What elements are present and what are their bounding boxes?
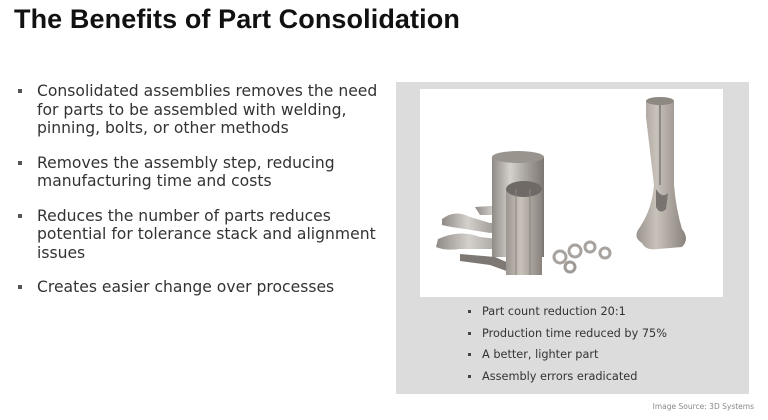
highlight-item: Assembly errors eradicated [466,366,667,388]
highlight-item: Production time reduced by 75% [466,323,667,345]
metal-parts-image [420,89,723,297]
bullet-icon [18,285,22,289]
slide-title: The Benefits of Part Consolidation [14,4,460,34]
benefit-item: Creates easier change over processes [18,278,388,297]
benefit-item: Consolidated assemblies removes the need for parts to be assembled with welding, pinning, bolts, or other methods [18,82,388,138]
bullet-icon [468,332,471,335]
bullet-icon [18,89,22,93]
bullet-icon [18,161,22,165]
image-source-caption: Image Source: 3D Systems [652,402,754,411]
bullet-icon [468,353,471,356]
benefits-list [18,82,388,313]
bullet-icon [18,214,22,218]
benefit-item: Reduces the number of parts reduces potential for tolerance stack and alignment issues [18,207,388,263]
part-consolidation-photo [420,89,723,297]
bullet-icon [468,310,471,313]
figure-panel [396,82,749,394]
benefit-item: Removes the assembly step, reducing manufacturing time and costs [18,154,388,191]
highlights-list [466,301,667,387]
highlight-item: A better, lighter part [466,344,667,366]
bullet-icon [468,375,471,378]
highlight-item: Part count reduction 20:1 [466,301,667,323]
